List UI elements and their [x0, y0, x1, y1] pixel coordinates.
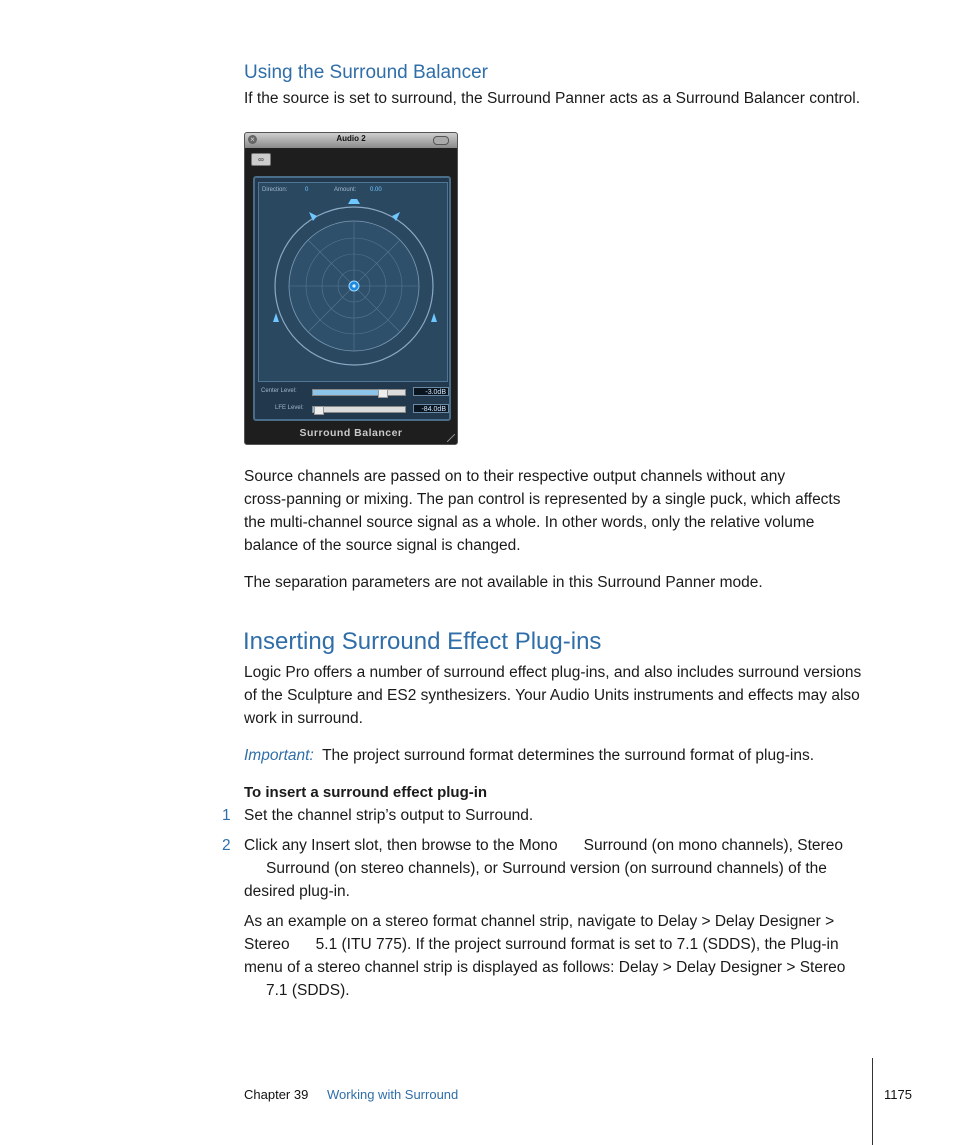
zoom-button[interactable]: [433, 136, 449, 145]
footer-chapter-title[interactable]: Working with Surround: [327, 1087, 459, 1102]
footer-divider: [872, 1058, 873, 1145]
center-level-fill: [313, 390, 382, 395]
section2-heading: Inserting Surround Effect Plug-ins: [243, 628, 602, 655]
section-heading: Using the Surround Balancer: [244, 62, 488, 83]
surround-field: [259, 183, 447, 381]
center-level-slider[interactable]: [312, 389, 406, 396]
lfe-level-slider[interactable]: [312, 406, 406, 413]
step-1-number: 1: [222, 807, 231, 824]
window-titlebar: [245, 133, 457, 148]
step-1-text: Set the channel strip’s output to Surround.: [244, 807, 534, 824]
amount-label: Amount:: [334, 187, 357, 193]
speaker-right-surround-icon: [431, 313, 437, 322]
important-note: [244, 744, 814, 767]
lfe-level-value[interactable]: -84.0dB: [413, 404, 449, 413]
panner-display[interactable]: [258, 182, 448, 382]
lfe-level-label: LFE Level:: [275, 405, 304, 411]
paragraph-2: The separation parameters are not available in this Surround Panner mode.: [244, 574, 763, 591]
page-number: 1175: [884, 1087, 912, 1102]
plugin-name-label: Surround Balancer: [299, 427, 403, 439]
speaker-right-icon: [392, 212, 400, 221]
window-title: Audio 2: [336, 134, 366, 143]
center-level-knob[interactable]: [378, 389, 388, 398]
important-text: The project surround format determines the surround format of plug-ins.: [322, 747, 815, 764]
close-icon[interactable]: ×: [248, 135, 257, 144]
direction-value[interactable]: 0: [305, 187, 309, 193]
resize-handle[interactable]: [447, 434, 455, 442]
step-2-number: 2: [222, 837, 231, 854]
direction-label: Direction:: [262, 187, 288, 193]
lfe-level-knob[interactable]: [314, 406, 324, 415]
center-level-value[interactable]: -3.0dB: [413, 387, 449, 396]
speaker-center-icon: [348, 199, 360, 204]
center-level-label: Center Level:: [261, 388, 297, 394]
example-paragraph: As an example on a stereo format channel strip, navigate to Delay > Delay Designer > Stereo 5.1 (ITU 775). If the project surround format is set to 7.1 (SDDS), the Plug-in menu of a stereo channel strip is displayed as follows: Delay > Delay Designer > Stereo 7.1 (SDDS).: [244, 913, 846, 999]
section-intro: If the source is set to surround, the Surround Panner acts as a Surround Balancer control.: [244, 90, 861, 107]
footer-chapter: Chapter 39: [244, 1087, 309, 1102]
surround-balancer-window: [244, 132, 458, 445]
amount-value[interactable]: 0.00: [370, 187, 382, 193]
step-2-text: Click any Insert slot, then browse to the Mono Surround (on mono channels), Stereo Surround (on stereo channels), or Surround version (on surround channels) of the desired plug-in.: [244, 837, 843, 900]
section2-intro: Logic Pro offers a number of surround effect plug-ins, and also includes surround versions of the Sculpture and ES2 synthesizers. Your Audio Units instruments and effects may also work in surround.: [244, 664, 862, 727]
speaker-left-surround-icon: [273, 313, 279, 322]
panner-panel: [253, 176, 451, 421]
link-icon[interactable]: ∞: [251, 153, 271, 166]
task-heading: To insert a surround effect plug-in: [244, 784, 488, 801]
paragraph-1: Source channels are passed on to their respective output channels without any cross-panning or mixing. The pan control is represented by a single puck, which affects the multi-channel source signal as a whole. In other words, only the relative volume balance of the source signal is changed.: [244, 468, 841, 554]
important-label: Important:: [244, 747, 314, 764]
